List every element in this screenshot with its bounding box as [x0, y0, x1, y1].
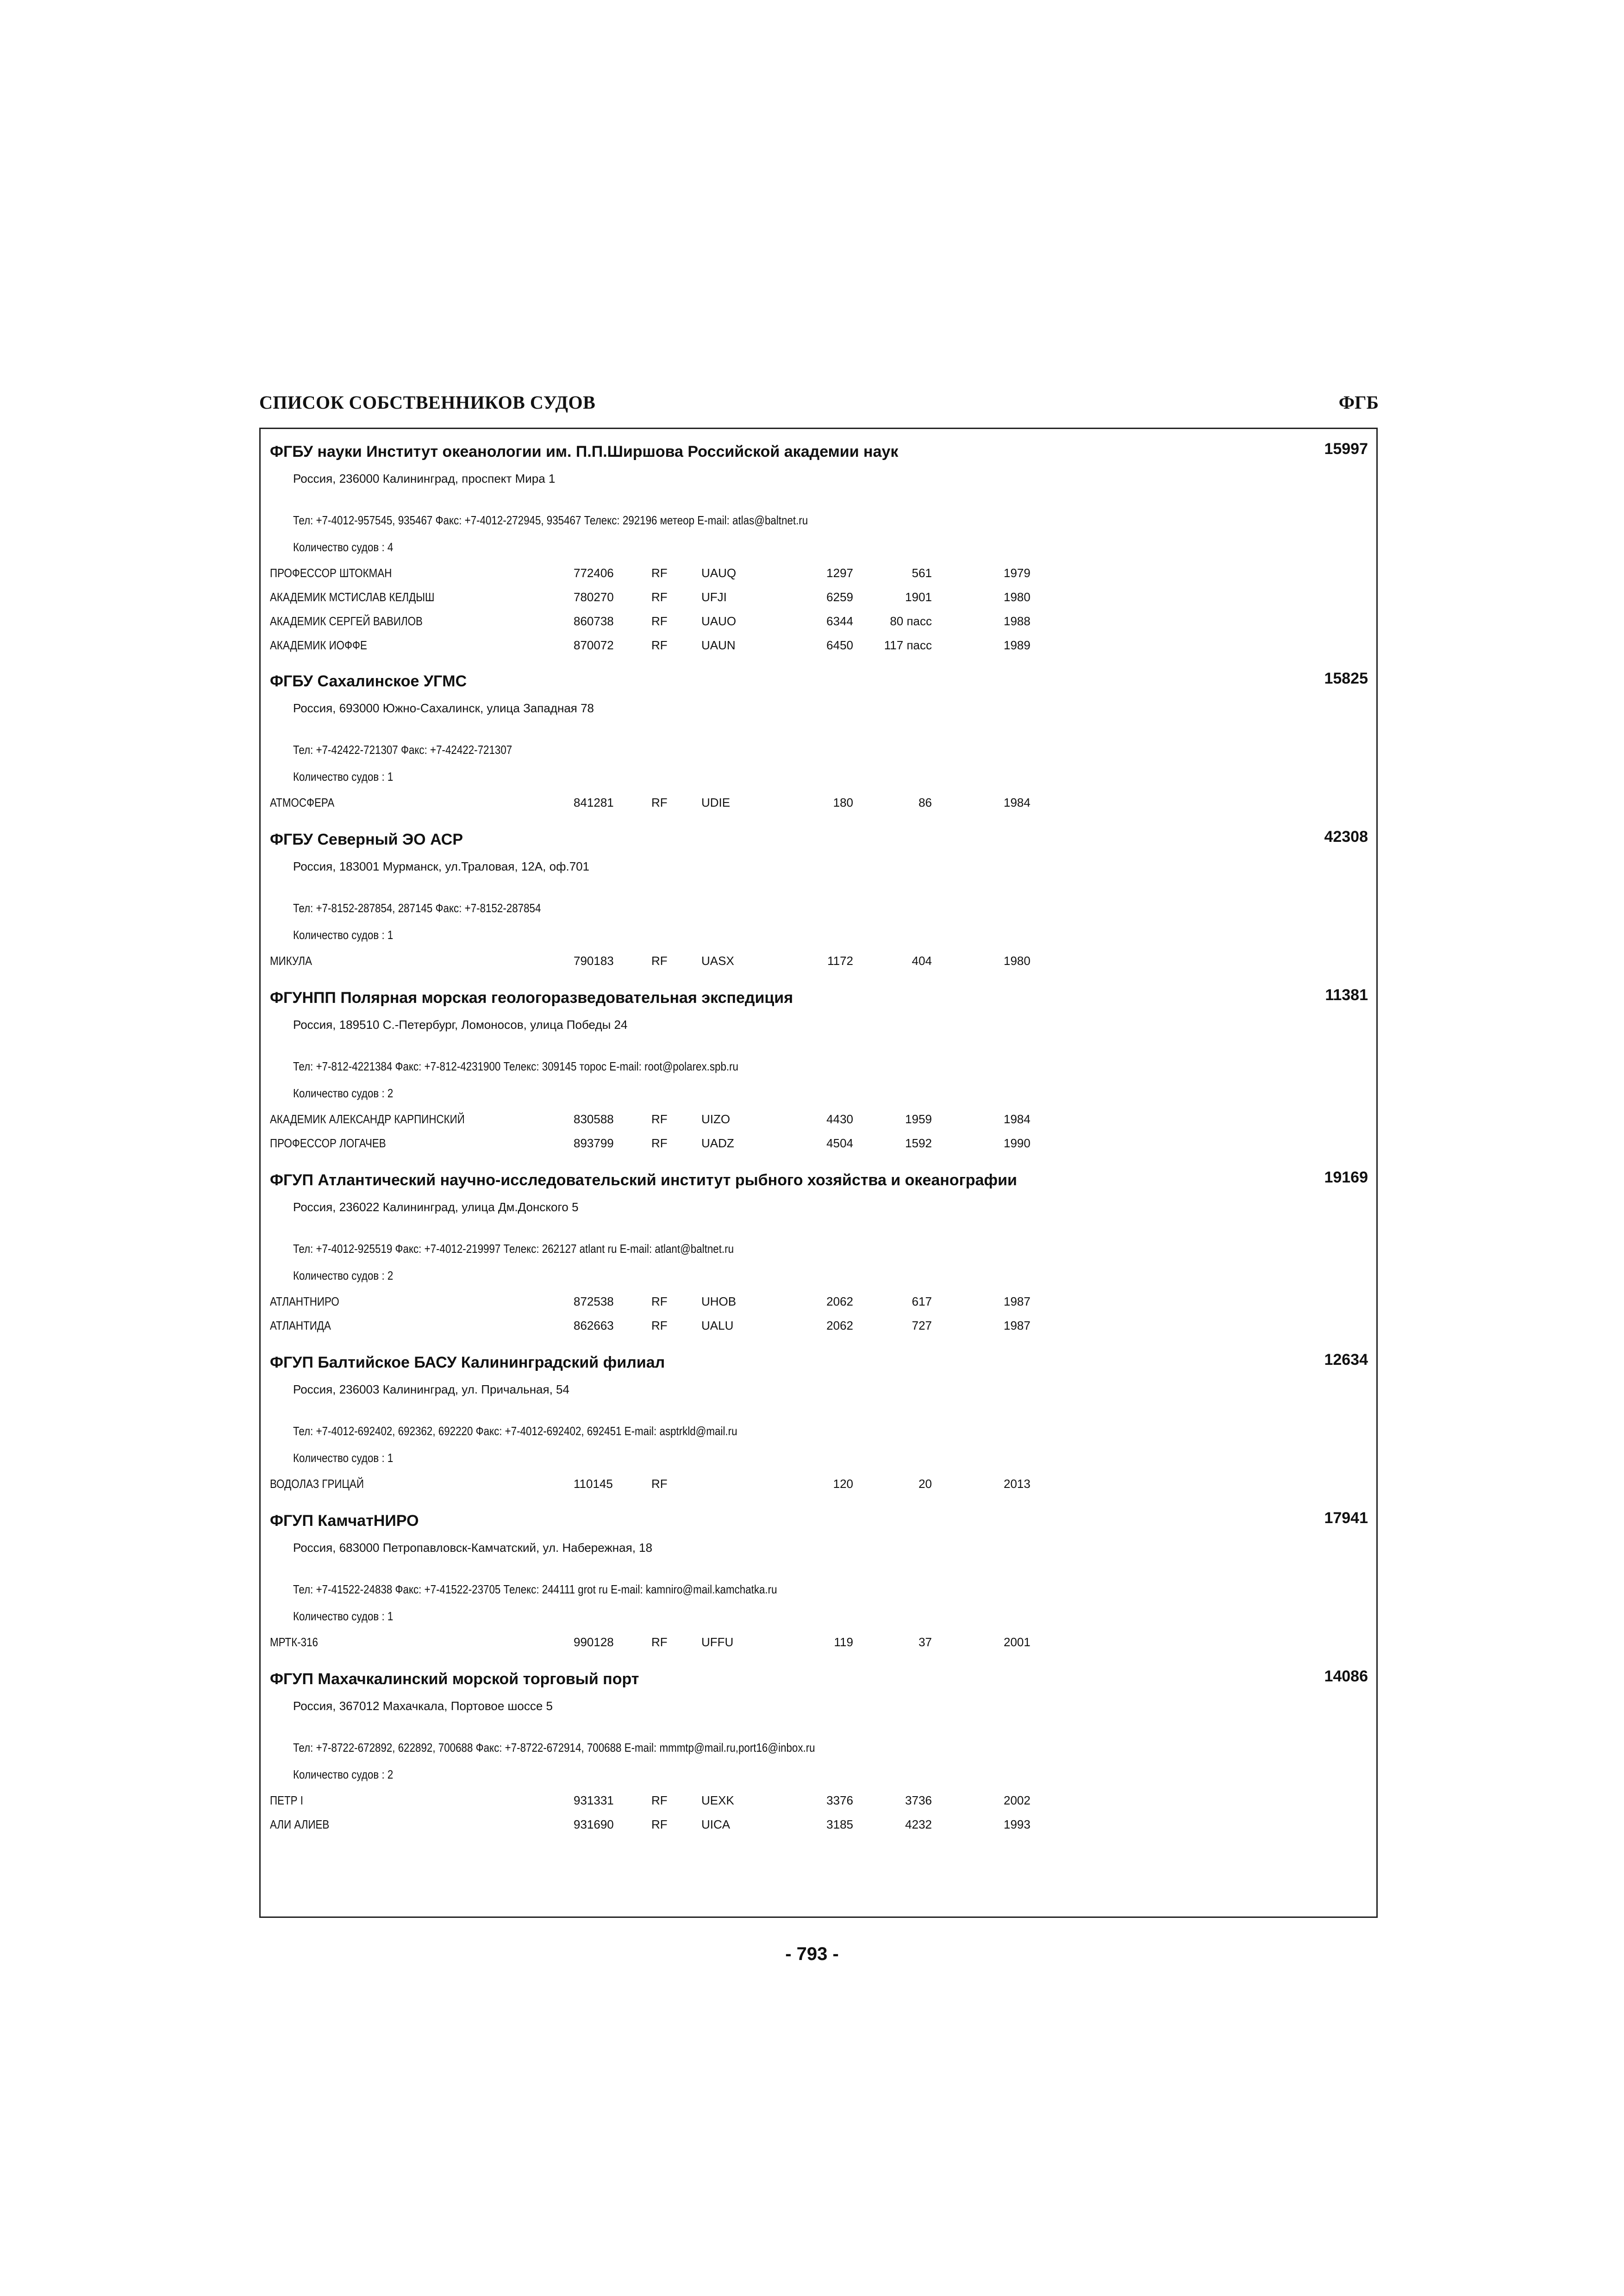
vessel-call-sign: UIZO	[701, 1112, 731, 1126]
vessel-name: ПРОФЕССОР ШТОКМАН	[270, 566, 392, 580]
vessel-flag: RF	[651, 590, 668, 604]
owner-contacts: Тел: +7-41522-24838 Факс: +7-41522-23705 Телекс: 244111 grot ru E-mail: kamniro@mail.kamchatka.ru	[293, 1582, 777, 1596]
vessel-call-sign: UHOB	[701, 1294, 737, 1308]
vessel-count: Количество судов : 1	[293, 928, 394, 942]
owner-address: Россия, 367012 Махачкала, Портовое шоссе 5	[293, 1699, 553, 1713]
vessel-flag: RF	[651, 1477, 668, 1491]
owner-id: 15825	[1324, 670, 1368, 687]
vessel-gross-tonnage: 180	[833, 796, 853, 809]
owner-contacts: Тел: +7-4012-957545, 935467 Факс: +7-4012-272945, 935467 Телекс: 292196 метеор E-mail: atlas@baltnet.ru	[293, 513, 808, 527]
vessel-flag: RF	[651, 1294, 668, 1308]
vessel-gross-tonnage: 6259	[826, 590, 853, 604]
vessel-row	[261, 566, 1376, 585]
owner-name: ФГУП Балтийское БАСУ Калининградский филиал	[270, 1354, 665, 1371]
page-title: СПИСОК СОБСТВЕННИКОВ СУДОВ	[259, 392, 596, 413]
vessel-name: АЛИ АЛИЕВ	[270, 1817, 330, 1831]
owner-contacts: Тел: +7-4012-925519 Факс: +7-4012-219997 Телекс: 262127 atlant ru E-mail: atlant@baltnet.ru	[293, 1242, 734, 1256]
vessel-reg-number: 862663	[574, 1319, 614, 1332]
vessel-name: МИКУЛА	[270, 954, 312, 968]
owner-name: ФГУП Атлантический научно-исследовательский институт рыбного хозяйства и океанографии	[270, 1171, 1017, 1189]
vessel-gross-tonnage: 4504	[826, 1136, 853, 1150]
vessel-count: Количество судов : 2	[293, 1269, 394, 1282]
vessel-call-sign: UAUN	[701, 638, 736, 652]
vessel-gross-tonnage: 119	[834, 1635, 853, 1649]
owner-address: Россия, 693000 Южно-Сахалинск, улица Западная 78	[293, 701, 594, 715]
vessel-reg-number: 872538	[574, 1294, 614, 1308]
vessel-reg-number: 780270	[574, 590, 614, 604]
vessel-reg-number: 990128	[574, 1635, 614, 1649]
vessel-name: АТМОСФЕРА	[270, 796, 335, 809]
vessel-gross-tonnage: 6450	[826, 638, 853, 652]
vessel-build-year: 2002	[1004, 1793, 1031, 1807]
vessel-build-year: 2001	[1004, 1635, 1031, 1649]
vessel-flag: RF	[651, 566, 668, 580]
vessel-row	[261, 796, 1376, 814]
vessel-capacity: 80 пасс	[890, 614, 932, 628]
vessel-row	[261, 1136, 1376, 1155]
owner-name: ФГУП Махачкалинский морской торговый порт	[270, 1670, 639, 1688]
owner-id: 19169	[1324, 1169, 1368, 1186]
vessel-gross-tonnage: 1172	[827, 954, 853, 968]
vessel-reg-number: 841281	[574, 796, 614, 809]
vessel-row	[261, 954, 1376, 972]
vessel-row	[261, 1319, 1376, 1337]
owner-address: Россия, 236000 Калининград, проспект Мира 1	[293, 472, 556, 485]
vessel-capacity: 561	[912, 566, 932, 580]
vessel-build-year: 1989	[1004, 638, 1031, 652]
vessel-call-sign: UFFU	[701, 1635, 734, 1649]
vessel-build-year: 2013	[1004, 1477, 1031, 1491]
vessel-capacity: 1959	[905, 1112, 932, 1126]
vessel-row	[261, 590, 1376, 609]
vessel-call-sign: UAUO	[701, 614, 737, 628]
vessel-flag: RF	[651, 1635, 668, 1649]
vessel-flag: RF	[651, 1817, 668, 1831]
owner-address: Россия, 683000 Петропавловск-Камчатский, ул. Набережная, 18	[293, 1541, 653, 1555]
vessel-row	[261, 1112, 1376, 1131]
vessel-name: МРТК-316	[270, 1635, 318, 1649]
vessel-build-year: 1990	[1004, 1136, 1031, 1150]
vessel-gross-tonnage: 2062	[826, 1294, 853, 1308]
page-header	[259, 392, 1379, 419]
vessel-capacity: 86	[918, 796, 932, 809]
vessel-flag: RF	[651, 614, 668, 628]
vessel-capacity: 117 пасс	[884, 638, 932, 652]
vessel-row	[261, 638, 1376, 657]
vessel-call-sign: UALU	[701, 1319, 734, 1332]
owner-address: Россия, 183001 Мурманск, ул.Траловая, 12А, оф.701	[293, 859, 590, 873]
vessel-name: АТЛАНТНИРО	[270, 1294, 339, 1308]
owner-contacts: Тел: +7-42422-721307 Факс: +7-42422-721307	[293, 743, 512, 757]
vessel-name: АКАДЕМИК МСТИСЛАВ КЕЛДЫШ	[270, 590, 435, 604]
vessel-reg-number: 790183	[574, 954, 614, 968]
vessel-call-sign: UADZ	[701, 1136, 734, 1150]
vessel-row	[261, 1817, 1376, 1836]
vessel-flag: RF	[651, 638, 668, 652]
section-code: ФГБ	[1338, 392, 1379, 413]
owner-name: ФГУП КамчатНИРО	[270, 1512, 419, 1530]
vessel-capacity: 37	[918, 1635, 932, 1649]
vessel-capacity: 1901	[905, 590, 932, 604]
page-number: - 793 -	[785, 1944, 839, 1964]
vessel-name: ПЕТР I	[270, 1793, 303, 1807]
vessel-row	[261, 1294, 1376, 1313]
vessel-reg-number: 931690	[574, 1817, 614, 1831]
vessel-gross-tonnage: 2062	[826, 1319, 853, 1332]
vessel-capacity: 404	[912, 954, 932, 968]
vessel-reg-number: 870072	[574, 638, 614, 652]
owner-address: Россия, 189510 С.-Петербург, Ломоносов, улица Победы 24	[293, 1018, 628, 1032]
vessel-gross-tonnage: 3376	[826, 1793, 853, 1807]
vessel-gross-tonnage: 6344	[826, 614, 853, 628]
vessel-reg-number: 110145	[574, 1477, 613, 1491]
vessel-call-sign: UASX	[701, 954, 734, 968]
owner-id: 11381	[1325, 986, 1368, 1004]
vessel-build-year: 1987	[1004, 1294, 1031, 1308]
vessel-count: Количество судов : 2	[293, 1086, 394, 1100]
owner-contacts: Тел: +7-812-4221384 Факс: +7-812-4231900 Телекс: 309145 торос E-mail: root@polarex.spb.ru	[293, 1059, 738, 1073]
vessel-reg-number: 931331	[574, 1793, 614, 1807]
vessel-count: Количество судов : 2	[293, 1767, 394, 1781]
owner-name: ФГБУ Северный ЭО АСР	[270, 831, 463, 848]
owner-name: ФГБУ науки Институт океанологии им. П.П.Ширшова Российской академии наук	[270, 443, 899, 460]
vessel-build-year: 1993	[1004, 1817, 1031, 1831]
vessel-name: ВОДОЛАЗ ГРИЦАЙ	[270, 1477, 364, 1491]
vessel-row	[261, 1477, 1376, 1495]
owner-contacts: Тел: +7-4012-692402, 692362, 692220 Факс: +7-4012-692402, 692451 E-mail: asptrkld@mail.ru	[293, 1424, 737, 1438]
owner-id: 14086	[1324, 1668, 1368, 1685]
vessel-reg-number: 893799	[574, 1136, 614, 1150]
vessel-row	[261, 1635, 1376, 1654]
vessel-build-year: 1984	[1004, 1112, 1031, 1126]
vessel-name: АТЛАНТИДА	[270, 1319, 331, 1332]
vessel-build-year: 1988	[1004, 614, 1031, 628]
vessel-call-sign: UDIE	[701, 796, 731, 809]
vessel-capacity: 4232	[905, 1817, 932, 1831]
vessel-reg-number: 830588	[574, 1112, 614, 1126]
vessel-flag: RF	[651, 1136, 668, 1150]
vessel-gross-tonnage: 3185	[826, 1817, 853, 1831]
vessel-gross-tonnage: 4430	[826, 1112, 853, 1126]
vessel-reg-number: 772406	[574, 566, 614, 580]
vessel-build-year: 1980	[1004, 954, 1031, 968]
vessel-count: Количество судов : 1	[293, 1609, 394, 1623]
vessel-gross-tonnage: 1297	[826, 566, 853, 580]
vessel-row	[261, 1793, 1376, 1812]
vessel-build-year: 1979	[1004, 566, 1031, 580]
vessel-gross-tonnage: 120	[833, 1477, 853, 1491]
vessel-name: ПРОФЕССОР ЛОГАЧЕВ	[270, 1136, 386, 1150]
owner-id: 15997	[1324, 440, 1368, 458]
vessel-capacity: 1592	[905, 1136, 932, 1150]
vessel-name: АКАДЕМИК СЕРГЕЙ ВАВИЛОВ	[270, 614, 423, 628]
vessel-call-sign: UAUQ	[701, 566, 737, 580]
vessel-count: Количество судов : 1	[293, 1451, 394, 1465]
vessel-build-year: 1984	[1004, 796, 1031, 809]
owner-address: Россия, 236022 Калининград, улица Дм.Донского 5	[293, 1200, 579, 1214]
owner-id: 42308	[1324, 828, 1368, 846]
owner-contacts: Тел: +7-8722-672892, 622892, 700688 Факс: +7-8722-672914, 700688 E-mail: mmmtp@mail.ru,port16@inbox.ru	[293, 1741, 815, 1755]
vessel-capacity: 727	[912, 1319, 932, 1332]
vessel-call-sign: UICA	[701, 1817, 731, 1831]
vessel-name: АКАДЕМИК ИОФФЕ	[270, 638, 367, 652]
vessel-build-year: 1987	[1004, 1319, 1031, 1332]
vessel-capacity: 3736	[905, 1793, 932, 1807]
vessel-reg-number: 860738	[574, 614, 614, 628]
vessel-flag: RF	[651, 1112, 668, 1126]
owner-contacts: Тел: +7-8152-287854, 287145 Факс: +7-8152-287854	[293, 901, 541, 915]
vessel-name: АКАДЕМИК АЛЕКСАНДР КАРПИНСКИЙ	[270, 1112, 465, 1126]
owner-id: 12634	[1324, 1351, 1368, 1369]
vessel-build-year: 1980	[1004, 590, 1031, 604]
vessel-flag: RF	[651, 1319, 668, 1332]
owner-address: Россия, 236003 Калининград, ул. Причальная, 54	[293, 1382, 569, 1396]
owners-list	[259, 428, 1378, 1918]
vessel-count: Количество судов : 4	[293, 540, 394, 554]
owner-name: ФГБУ Сахалинское УГМС	[270, 672, 467, 690]
owner-id: 17941	[1324, 1509, 1368, 1527]
vessel-capacity: 20	[918, 1477, 932, 1491]
vessel-flag: RF	[651, 1793, 668, 1807]
vessel-capacity: 617	[912, 1294, 932, 1308]
vessel-row	[261, 614, 1376, 633]
vessel-call-sign: UEXK	[701, 1793, 734, 1807]
vessel-count: Количество судов : 1	[293, 770, 394, 784]
vessel-call-sign: UFJI	[701, 590, 727, 604]
vessel-flag: RF	[651, 796, 668, 809]
vessel-flag: RF	[651, 954, 668, 968]
owner-name: ФГУНПП Полярная морская геологоразведовательная экспедиция	[270, 989, 793, 1007]
